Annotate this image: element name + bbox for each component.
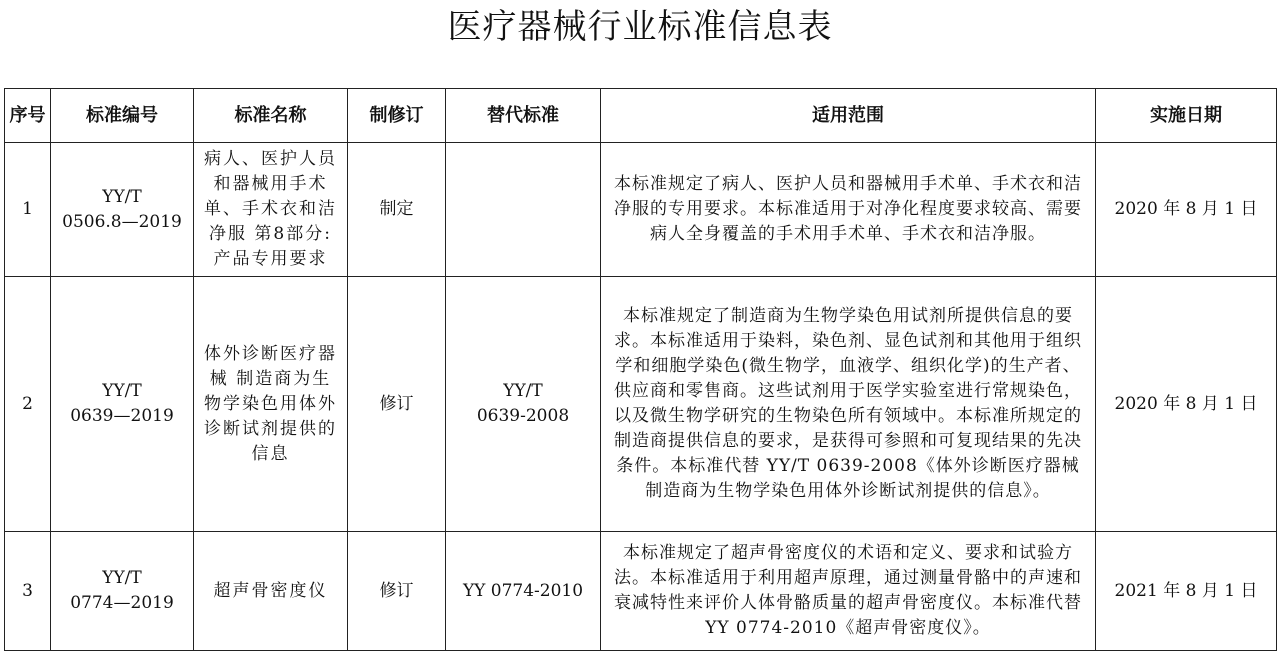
cell-type: 制定 [348, 143, 446, 277]
cell-replaces [446, 532, 601, 651]
table-row [5, 532, 1277, 651]
header-type: 制修订 [348, 89, 446, 143]
code-line1: YY/T [102, 381, 142, 401]
cell-name: 超声骨密度仪 [194, 532, 348, 651]
cell-scope: 本标准规定了病人、医护人员和器械用手术单、手术衣和洁净服的专用要求。本标准适用于对净化程度要求较高、需要病人全身覆盖的手术用手术单、手术衣和洁净服。 [601, 143, 1096, 277]
code-line2: 0774—2019 [70, 593, 174, 613]
table-row [5, 277, 1277, 532]
cell-type: 修订 [348, 532, 446, 651]
cell-date: 2020 年 8 月 1 日 [1096, 277, 1277, 532]
cell-type: 修订 [348, 277, 446, 532]
replaces-line1: YY 0774-2010 [462, 580, 584, 601]
standards-table [4, 88, 1277, 651]
cell-replaces [446, 277, 601, 532]
cell-seq: 1 [5, 143, 51, 277]
header-name: 标准名称 [194, 89, 348, 143]
cell-scope: 本标准规定了超声骨密度仪的术语和定义、要求和试验方法。本标准适用于利用超声原理，通过测量骨骼中的声速和衰减特性来评价人体骨骼质量的超声骨密度仪。本标准代替 YY 0774-2010《超声骨密度仪》。 [601, 532, 1096, 651]
header-seq: 序号 [5, 89, 51, 143]
cell-name: 病人、医护人员和器械用手术单、手术衣和洁净服 第8部分:产品专用要求 [194, 143, 348, 277]
code-line2: 0506.8—2019 [62, 211, 182, 232]
header-replaces: 替代标准 [446, 89, 601, 143]
cell-seq: 3 [5, 532, 51, 651]
header-code: 标准编号 [51, 89, 194, 143]
table-row [5, 143, 1277, 277]
replaces-line2: 0639-2008 [476, 406, 570, 426]
cell-replaces [446, 143, 601, 277]
cell-date: 2020 年 8 月 1 日 [1096, 143, 1277, 277]
cell-name: 体外诊断医疗器械 制造商为生物学染色用体外诊断试剂提供的信息 [194, 277, 348, 532]
cell-code [51, 143, 194, 277]
header-scope: 适用范围 [601, 89, 1096, 143]
code-line1: YY/T [102, 568, 142, 588]
code-line1: YY/T [102, 186, 142, 207]
page-title: 医疗器械行业标准信息表 [447, 7, 833, 47]
header-row [5, 89, 1277, 143]
cell-code [51, 277, 194, 532]
cell-scope: 本标准规定了制造商为生物学染色用试剂所提供信息的要求。本标准适用于染料，染色剂、显色试剂和其他用于组织学和细胞学染色(微生物学，血液学、组织化学)的生产者、供应商和零售商。这些试剂用于医学实验室进行常规染色，以及微生物学研究的生物染色所有领域中。本标准所规定的制造商提供信息的要求，是获得可参照和可复现结果的先决条件。本标准代替 YY/T 0639-2008《体外诊断医疗器械 制造商为生物学染色用体外诊断试剂提供的信息》。 [601, 277, 1096, 532]
cell-seq: 2 [5, 277, 51, 532]
code-line2: 0639—2019 [70, 406, 174, 426]
header-date: 实施日期 [1096, 89, 1277, 143]
cell-code [51, 532, 194, 651]
replaces-line1: YY/T [503, 381, 543, 401]
cell-date: 2021 年 8 月 1 日 [1096, 532, 1277, 651]
